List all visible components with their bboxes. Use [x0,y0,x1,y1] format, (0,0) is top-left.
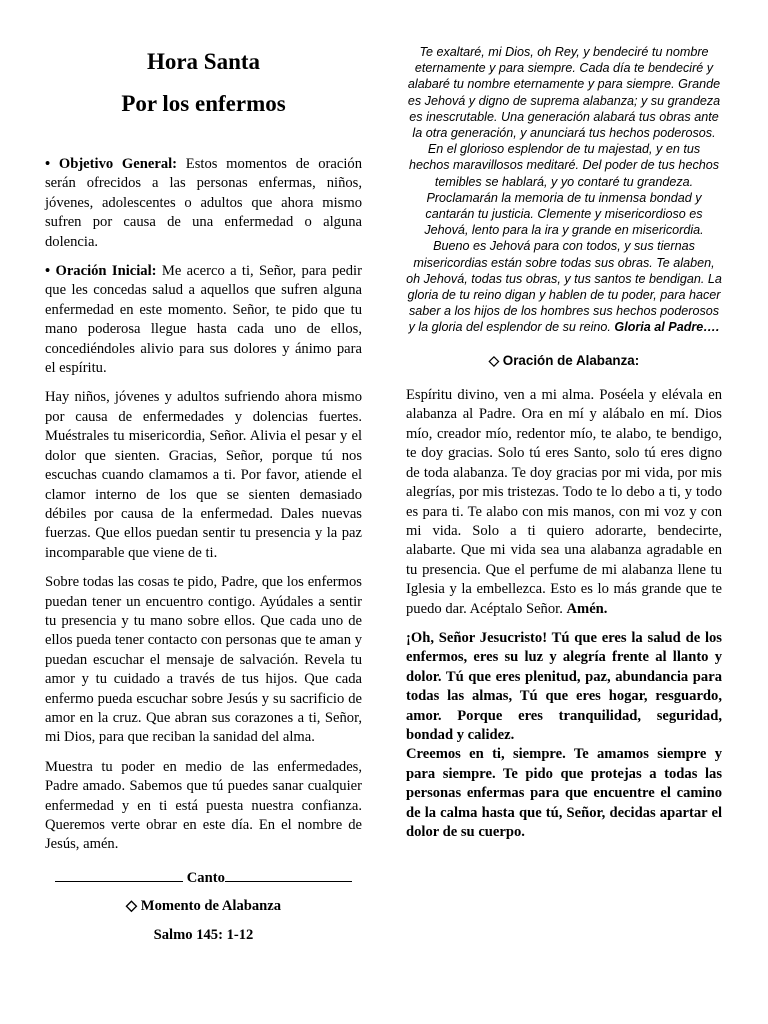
bullet: • [45,156,51,172]
final-prayer-paragraph-1: ¡Oh, Señor Jesucristo! Tú que eres la salud de los enfermos, eres su luz y alegría frente al llanto y dolor. Tú que eres plenitud, paz, abundancia para todas las almas, Tú que eres hogar, resguardo, amor. Porque eres tranquilidad, seguridad, bondad y calidez. [406,629,722,743]
oracion-inicial-text: Me acerco a ti, Señor, para pedir que les concedas salud a aquellos que sufren alguna enfermedad en este momento. Señor, te pido que tu mano poderosa llegue hasta cada uno de ellos, concediéndoles alivio para sus dolores y ánimo para el espíritu. [45,263,362,377]
oracion-alabanza-paragraph [406,386,722,619]
objetivo-general-paragraph [45,155,362,252]
psalm-145-text [406,44,722,336]
final-prayer-paragraph-2: Creemos en ti, siempre. Te amamos siempre y para siempre. Te pido que protejas a todas las personas enfermas para que encuentre el camino de la calma hasta que tú, Señor, decidas apartar el dolor de su cuerpo. [406,746,722,840]
oracion-alabanza-heading: ◇ Oración de Alabanza: [488,352,640,368]
document-subtitle: Por los enfermos [121,91,286,116]
oracion-alabanza-text: Espíritu divino, ven a mi alma. Poséela y elévala en alabanza al Padre. Ora en mí y alábalo en mí. Dios mío, creador mío, redentor mío, te alabo, te bendigo, te doy gracias. Solo tú eres Santo, solo tú eres digno de toda alabanza. Te doy gracias por mi vida, por mis alegrías, por mis tristezas. Todo te lo debo a ti, y todo es para ti. Te alabo con mis manos, con mi voz y con mi vida. Solo a ti quiero adorarte, bendecirte, alabarte. Que mi vida sea una alabanza agradable en tu presencia. Que el perfume de mi alabanza llene tu Iglesia y la embellezca. Esto es lo más grande que te puedo dar. Acéptalo Señor. [406,387,722,617]
body-paragraph-1: Hay niños, jóvenes y adultos sufriendo ahora mismo por causa de enfermedades y dolencias fuertes. Muéstrales tu misericordia, Señor. Alivia el pesar y el dolor que sienten. Gracias, Señor, porque tú nos escuchas cuando clamamos a ti. Por favor, atiende el clamor interno de los que se sienten demasiado débiles por causa de la enfermedad. Dales nuevas fuerzas. Que ellos puedan sentir tu presencia y la paz incomparable que viene de ti. [45,389,362,561]
right-column [406,44,722,842]
gloria-al-padre: Gloria al Padre…. [614,320,720,335]
canto-line [45,868,362,888]
oracion-inicial-label: Oración Inicial: [55,263,157,280]
objetivo-general-label: Objetivo General: [58,156,178,172]
left-column [45,44,362,945]
document-title: Hora Santa [146,49,261,74]
body-paragraph-2: Sobre todas las cosas te pido, Padre, que los enfermos puedan tener un encuentro contigo. Ayúdales a sentir tu presencia y tu mano sobre ellos. Que cada uno de ellos pueda tener contacto con personas que te aman y puedan escuchar el mensaje de salvación. Revela tu amor y tu cuidado a través de tus hijos. Que cada enfermo pueda escuchar sobre Jesús y su sacrificio de amor en la cruz. Que abran sus corazones a ti, Señor, mi Dios, para que reciban la sanidad del alma. [45,574,362,746]
canto-label: Canto [183,869,225,886]
momento-alabanza-heading: ◇ Momento de Alabanza [125,898,282,915]
canto-rule-left [55,868,183,882]
psalm-verses: Te exaltaré, mi Dios, oh Rey, y bendeciré tu nombre eternamente y para siempre. Cada día te bendeciré y alabaré tu nombre eternamente y para siempre. Grande es Jehová y digno de suprema alabanza; y su grandeza es inescrutable. Una generación alabará tus obras ante la otra generación, y anunciará tus hechos poderosos. En el glorioso esplendor de tu majestad, y en tus hechos maravillosos meditaré. Del poder de tus hechos temibles se hablará, y yo contaré tu grandeza. Proclamarán la memoria de tu inmensa bondad y cantarán tu justicia. Clemente y misericordioso es Jehová, lento para la ira y grande en misericordia. Bueno es Jehová para con todos, y sus tiernas misericordias están sobre todas sus obras. Te alaben, oh Jehová, todas tus obras, y tus santos te bendigan. La gloria de tu reino digan y hablen de tu poder, para hacer saber a los hijos de los hombres sus hechos poderosos y la gloria del esplendor de su reino. [406,45,722,335]
amen: Amén. [566,600,608,617]
body-paragraph-3: Muestra tu poder en medio de las enfermedades, Padre amado. Sabemos que tú puedes sanar cualquier enfermedad y en ti está puesta nuestra confianza. Queremos verte obrar en este día. En el nombre de Jesús, amén. [45,758,362,853]
bullet: • [45,263,51,280]
canto-rule-right [225,868,352,882]
objetivo-general-text: Estos momentos de oración serán ofrecidos a las personas enfermas, niños, jóvenes, adolescentes o adultos que ahora mismo sufren por causa de una enfermedad o alguna dolencia. [45,156,363,250]
salmo-reference: Salmo 145: 1-12 [153,926,254,943]
oracion-inicial-paragraph [45,262,362,378]
